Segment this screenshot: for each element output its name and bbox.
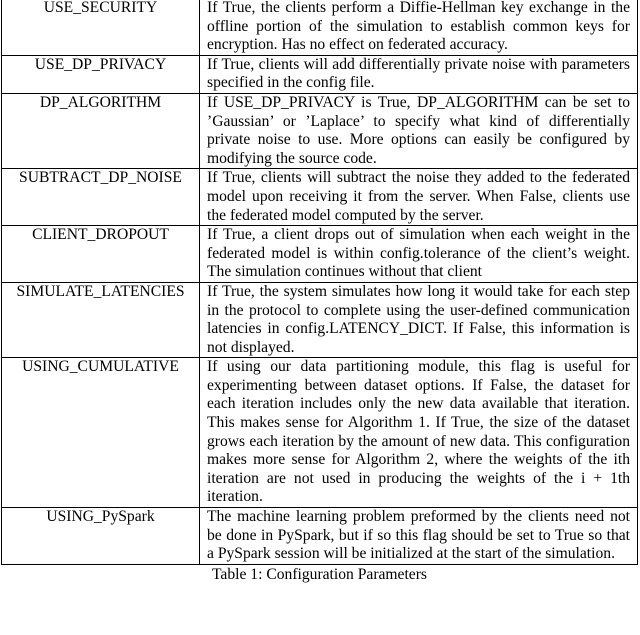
table-row <box>2 169 638 226</box>
configuration-table-figure <box>1 0 638 584</box>
configuration-parameters-table <box>1 0 638 565</box>
param-name-cell: SUBTRACT_DP_NOISE <box>2 169 200 226</box>
param-description-cell: If USE_DP_PRIVACY is True, DP_ALGORITHM can be set to ’Gaussian’ or ’Laplace’ to specify what kind of differentially private noise to use. More options can easily be configured by modifying the source code. <box>200 93 638 168</box>
param-name-cell: USE_DP_PRIVACY <box>2 55 200 93</box>
table-row <box>2 55 638 93</box>
param-name-cell: DP_ALGORITHM <box>2 93 200 168</box>
table-row <box>2 226 638 283</box>
param-name-cell: USE_SECURITY <box>2 0 200 55</box>
param-description-cell: If True, clients will add differentially private noise with parameters specified in the config file. <box>200 55 638 93</box>
table-row <box>2 358 638 508</box>
table-row <box>2 93 638 168</box>
param-description-cell: If True, clients will subtract the noise they added to the federated model upon receiving it from the server. When False, clients use the federated model computed by the server. <box>200 169 638 226</box>
param-description-cell: If True, the clients perform a Diffie-Hellman key exchange in the offline portion of the simulation to establish common keys for encryption. Has no effect on federated accuracy. <box>200 0 638 55</box>
param-description-cell: If True, a client drops out of simulation when each weight in the federated model is within config.tolerance of the client’s weight. The simulation continues without that client <box>200 226 638 283</box>
table-row <box>2 282 638 357</box>
table-row <box>2 0 638 55</box>
table-row <box>2 508 638 565</box>
param-description-cell: If True, the system simulates how long it would take for each step in the protocol to complete using the user-defined communication latencies in config.LATENCY_DICT. If False, this information is not displayed. <box>200 282 638 357</box>
param-name-cell: USING_PySpark <box>2 508 200 565</box>
param-description-cell: The machine learning problem preformed by the clients need not be done in PySpark, but if so this flag should be set to True so that a PySpark session will be initialized at the start of the simulation. <box>200 508 638 565</box>
param-name-cell: SIMULATE_LATENCIES <box>2 282 200 357</box>
param-description-cell: If using our data partitioning module, this flag is useful for experimenting between dataset options. If False, the dataset for each iteration includes only the new data available that iteration. This makes sense for Algorithm 1. If True, the size of the dataset grows each iteration by the amount of new data. This configuration makes more sense for Algorithm 2, where the weights of the ith iteration are not used in producing the weights of the i + 1th iteration. <box>200 358 638 508</box>
param-name-cell: CLIENT_DROPOUT <box>2 226 200 283</box>
param-name-cell: USING_CUMULATIVE <box>2 358 200 508</box>
table-caption: Table 1: Configuration Parameters <box>212 565 427 583</box>
